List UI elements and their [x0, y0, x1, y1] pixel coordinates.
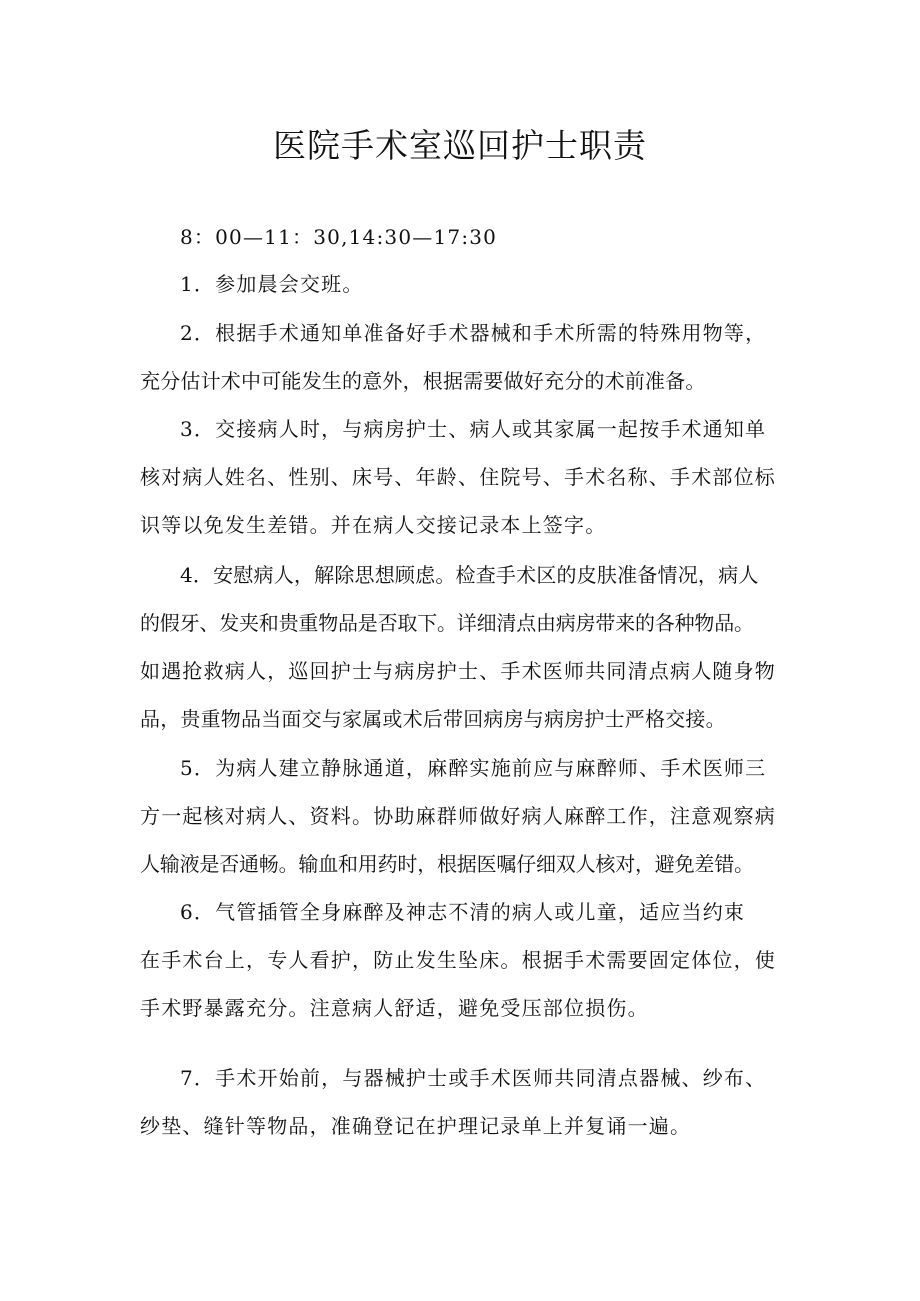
duty-3-line-3: 识等以免发生差错。并在病人交接记录本上签字。	[140, 513, 607, 537]
duty-5-line-1: 5．为病人建立静脉通道，麻醉实施前应与麻醉师、手术医师三	[180, 756, 767, 780]
duty-6-line-2: 在手术台上，专人看护，防止发生坠床。根据手术需要固定体位，使	[140, 948, 776, 972]
duty-7-line-1: 7．手术开始前，与器械护士或手术医师共同清点器械、纱布、	[180, 1066, 767, 1090]
duty-4-line-1: 4．安慰病人，解除思想顾虑。检查手术区的皮肤准备情况，病人	[180, 563, 759, 587]
duty-2-line-2: 充分估计术中可能发生的意外，根据需要做好充分的术前准备。	[140, 369, 706, 393]
duty-4-line-2: 的假牙、发夹和贵重物品是否取下。详细清点由病房带来的各种物品。	[140, 611, 754, 635]
duty-3-line-1: 3．交接病人时，与病房护士、病人或其家属一起按手术通知单	[180, 417, 767, 441]
duty-6-line-3: 手术野暴露充分。注意病人舒适，避免受压部位损伤。	[140, 996, 649, 1020]
document-title: 医院手术室巡回护士职责	[273, 126, 647, 165]
duty-6-line-1: 6．气管插管全身麻醉及神志不清的病人或儿童，适应当约束	[180, 900, 746, 924]
duty-5-line-3: 人输液是否通畅。输血和用药时，根据医嘱仔细双人核对，避免差错。	[140, 852, 754, 876]
duty-7-line-2: 纱垫、缝针等物品，准确登记在护理记录单上并复诵一遍。	[140, 1114, 692, 1138]
duty-3-line-2: 核对病人姓名、性别、床号、年龄、住院号、手术名称、手术部位标	[140, 465, 776, 489]
duty-4-line-4: 品，贵重物品当面交与家属或术后带回病房与病房护士严格交接。	[140, 707, 726, 731]
duty-5-line-2: 方一起核对病人、资料。协助麻群师做好病人麻醉工作，注意观察病	[140, 804, 776, 828]
duty-4-line-3: 如遇抢救病人，巡回护士与病房护士、手术医师共同清点病人随身物	[140, 659, 776, 683]
work-hours-line: 8：00—11：30,14:30—17:30	[180, 225, 498, 249]
duty-2-line-1: 2．根据手术通知单准备好手术器械和手术所需的特殊用物等，	[180, 321, 767, 345]
duty-1-line-1: 1．参加晨会交班。	[180, 272, 364, 296]
